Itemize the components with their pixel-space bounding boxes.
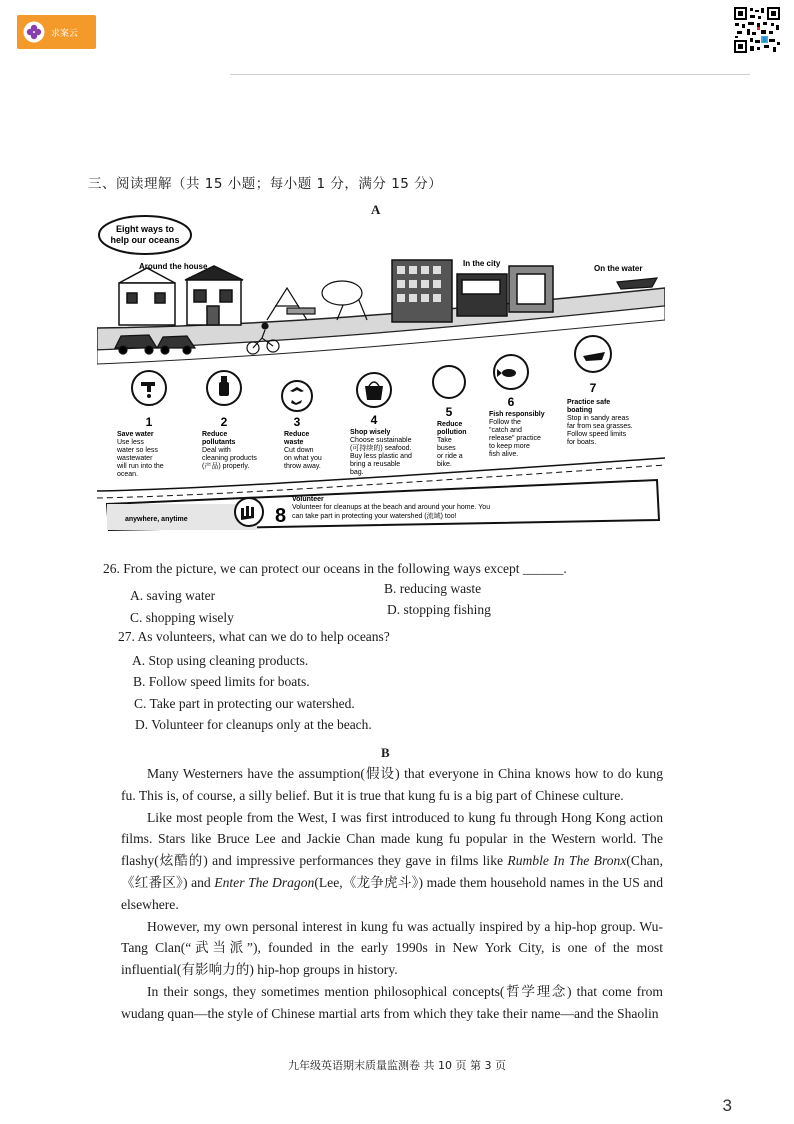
svg-text:Fish responsibly: Fish responsibly — [489, 411, 545, 418]
way8-number: 8 — [275, 505, 287, 527]
svg-text:ocean.: ocean. — [117, 471, 139, 478]
page-footer: 九年级英语期末质量监测卷 共 10 页 第 3 页 — [288, 1059, 506, 1072]
section-heading: 三、阅读理解（共 15 小题；每小题 1 分，满分 15 分） — [88, 176, 443, 192]
house-left — [119, 268, 175, 325]
svg-text:7: 7 — [589, 381, 597, 395]
q26-option-c: C. shopping wisely — [130, 610, 234, 625]
qr-code-icon — [733, 6, 781, 54]
svg-text:pollution: pollution — [437, 429, 467, 436]
svg-text:6: 6 — [507, 395, 515, 409]
q26-option-d: D. stopping fishing — [387, 602, 491, 617]
logo-text: 求案云 — [51, 28, 79, 39]
svg-text:far from sea grasses.: far from sea grasses. — [567, 423, 633, 430]
house-middle — [185, 266, 243, 325]
svg-text:(产品) properly.: (产品) properly. — [202, 463, 250, 470]
passage-b-paragraph-2: Like most people from the West, I was first introduced to kung fu through Hong Kong action films. Stars like Bruce Lee and Jackie Chan made kung fu popular in the Western world. The flashy(炫酷的) and impressive performances they gave in films like Rumble In The Bronx(Chan, 《红番区》) and Enter The Dragon(Lee,《龙争虎斗》) made them household names in the US and elsewhere. — [121, 809, 664, 912]
svg-text:or ride a: or ride a — [437, 453, 463, 460]
svg-text:water so less: water so less — [117, 447, 158, 454]
svg-text:on what you: on what you — [284, 455, 322, 462]
q26-option-a: A. saving water — [130, 588, 216, 603]
q26-stem: 26. From the picture, we can protect our oceans in the following ways except ______. — [103, 561, 567, 576]
ocean-infographic — [97, 208, 665, 533]
zone-city-label: In the city — [463, 259, 501, 268]
passage-b-label: B — [381, 745, 390, 760]
page-number: 3 — [722, 1096, 732, 1115]
q26-option-b: B. reducing waste — [384, 581, 482, 596]
svg-text:cleaning products: cleaning products — [202, 455, 257, 462]
passage-b-paragraph-3: However, my own personal interest in kung fu was actually inspired by a hip-hop group. Wu-Tang Clan(“武当派”), founded in the early 1990s in New York City, is one of the most influential(有影响力的) hip-hop groups in history. — [121, 918, 663, 978]
q27-option-a: A. Stop using cleaning products. — [132, 653, 309, 668]
svg-text:Reduce: Reduce — [284, 431, 310, 438]
city-buildings — [392, 260, 553, 322]
svg-text:Choose sustainable: Choose sustainable — [350, 437, 412, 444]
way8-line2: can take part in protecting your watershed (流域) too! — [292, 513, 457, 520]
film-title-1: Rumble In The Bronx — [507, 853, 627, 869]
svg-text:bag.: bag. — [350, 469, 364, 476]
zone-house-label: Around the house — [139, 262, 208, 271]
svg-text:for boats.: for boats. — [567, 439, 597, 446]
svg-text:(可持续的) seafood.: (可持续的) seafood. — [350, 445, 412, 452]
park — [267, 281, 367, 320]
svg-text:Practice safe: Practice safe — [567, 399, 611, 406]
brand-logo — [17, 15, 96, 49]
svg-text:Use less: Use less — [117, 439, 144, 446]
header-rule — [230, 74, 750, 75]
svg-text:Follow the: Follow the — [489, 419, 521, 426]
svg-text:"catch and: "catch and — [489, 427, 522, 434]
svg-text:Shop wisely: Shop wisely — [350, 429, 391, 436]
film-title-2: Enter The Dragon — [214, 874, 315, 890]
svg-text:3: 3 — [293, 415, 301, 429]
motor-boat — [617, 278, 657, 289]
svg-text:boating: boating — [567, 407, 593, 414]
svg-text:waste: waste — [284, 439, 304, 446]
svg-text:bike.: bike. — [437, 461, 452, 468]
q27-stem: 27. As volunteers, what can we do to help oceans? — [118, 629, 390, 644]
svg-text:Reduce: Reduce — [437, 421, 463, 428]
passage-b — [121, 763, 663, 1025]
svg-text:pollutants: pollutants — [202, 439, 236, 446]
svg-text:fish alive.: fish alive. — [489, 451, 519, 458]
passage-a-label: A — [371, 202, 381, 217]
infographic-title-2: help our oceans — [110, 235, 180, 245]
svg-text:Deal with: Deal with — [202, 447, 231, 454]
svg-text:2: 2 — [220, 415, 228, 429]
svg-text:buses: buses — [437, 445, 456, 452]
svg-text:Save water: Save water — [117, 431, 154, 438]
svg-text:bring a reusable: bring a reusable — [350, 461, 401, 468]
infographic-title-1: Eight ways to — [115, 224, 175, 234]
passage-b-paragraph-1: Many Westerners have the assumption(假设) that everyone in China knows how to do kung fu. This is, of course, a silly belief. But it is true that kung fu is a big part of Chinese culture. — [121, 766, 663, 803]
svg-text:Stop in sandy areas: Stop in sandy areas — [567, 415, 629, 422]
passage-b-paragraph-4: In their songs, they sometimes mention philosophical concepts(哲学理念) that come from wudang quan—the style of Chinese martial arts from which they take their name—and the Shaolin — [121, 983, 663, 1021]
svg-text:Follow speed limits: Follow speed limits — [567, 431, 627, 438]
q27-option-c: C. Take part in protecting our watershed. — [134, 696, 355, 711]
svg-text:5: 5 — [445, 405, 453, 419]
boat-icon — [575, 336, 611, 372]
bus-icon — [433, 366, 465, 398]
clover-logo-icon — [23, 21, 45, 43]
svg-text:will run into the: will run into the — [117, 463, 164, 470]
anywhere-label: anywhere, anytime — [125, 516, 188, 523]
svg-text:4: 4 — [370, 413, 378, 427]
zone-water-label: On the water — [594, 264, 643, 273]
svg-text:release" practice: release" practice — [489, 435, 541, 442]
way8-line1: Volunteer for cleanups at the beach and around your home. You — [292, 504, 491, 511]
svg-text:Reduce: Reduce — [202, 431, 228, 438]
svg-text:wastewater: wastewater — [117, 455, 153, 462]
svg-text:to keep more: to keep more — [489, 443, 530, 450]
q27-option-b: B. Follow speed limits for boats. — [133, 674, 310, 689]
svg-text:1: 1 — [145, 415, 153, 429]
svg-text:throw away.: throw away. — [284, 463, 321, 470]
svg-text:Take: Take — [437, 437, 452, 444]
q27-option-d: D. Volunteer for cleanups only at the beach. — [135, 717, 372, 732]
svg-text:Cut down: Cut down — [284, 447, 314, 454]
recycle-icon — [282, 381, 312, 411]
svg-text:Buy less plastic and: Buy less plastic and — [350, 453, 412, 460]
way8-head: Volunteer — [292, 496, 324, 503]
